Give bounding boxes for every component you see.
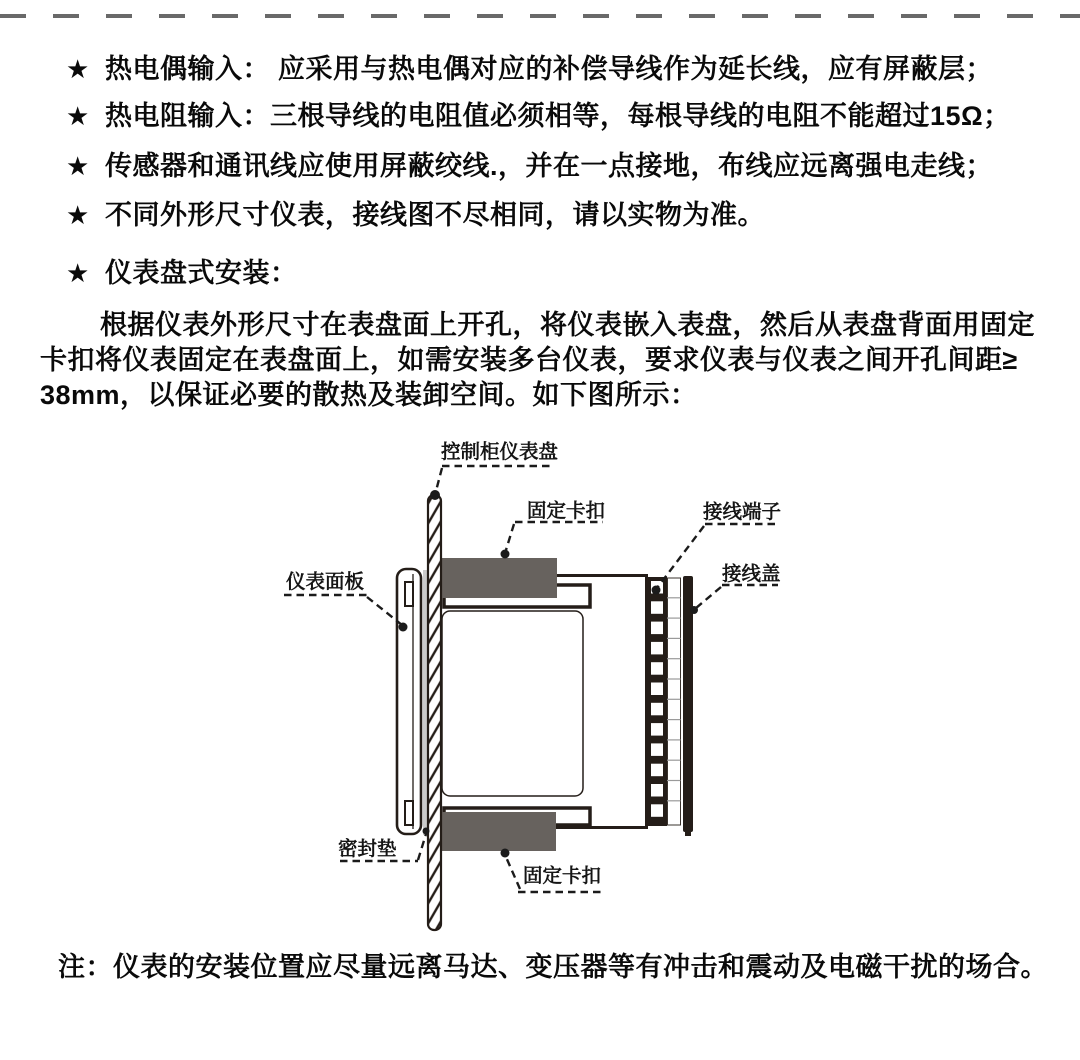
bullet-sensor-wiring xyxy=(66,150,993,183)
bullet-rtd-input xyxy=(66,100,1011,133)
label-cabinet-panel: 控制柜仪表盘 xyxy=(441,441,559,463)
paragraph-line: 38mm，以保证必要的散热及装卸空间。如下图所示： xyxy=(40,380,698,410)
bottom-note: 注：仪表的安装位置应尽量远离马达、变压器等有冲击和震动及电磁干扰的场合。 xyxy=(58,952,1048,982)
paragraph-line: 卡扣将仪表固定在表盘面上，如需安装多台仪表，要求仪表与仪表之间开孔间距≥ xyxy=(40,345,1018,375)
wiring-cover-bar xyxy=(683,576,693,832)
star-bullet-icon: ★ xyxy=(66,258,90,288)
star-bullet-icon: ★ xyxy=(66,200,90,230)
bezel-latch-top xyxy=(405,582,413,606)
label-fixing-clip-top: 固定卡扣 xyxy=(527,500,606,522)
bullet-thermocouple-input xyxy=(66,53,993,86)
fixing-clip-top-shape xyxy=(440,558,557,598)
bezel-latch-bottom xyxy=(405,801,413,825)
terminal-side-strip xyxy=(668,578,681,825)
bullet-text: 热电阻输入：三根导线的电阻值必须相等，每根导线的电阻不能超过15Ω； xyxy=(105,101,1011,131)
inner-case xyxy=(442,611,583,796)
label-front-panel: 仪表面板 xyxy=(286,571,365,593)
bullet-text: 不同外形尺寸仪表，接线图不尽相同，请以实物为准。 xyxy=(105,200,765,230)
star-bullet-icon: ★ xyxy=(66,54,90,84)
fixing-clip-bottom-shape xyxy=(438,812,556,851)
page-top-dashed-divider xyxy=(0,14,1080,18)
bullet-text: 传感器和通讯线应使用屏蔽绞线.，并在一点接地，布线应远离强电走线； xyxy=(105,151,993,181)
label-wiring-cover: 接线盖 xyxy=(722,563,781,585)
bullet-text: 仪表盘式安装： xyxy=(105,258,298,288)
label-fixing-clip-bottom: 固定卡扣 xyxy=(523,865,602,887)
bullet-wiring-diagram-notice xyxy=(66,199,765,232)
panel-mount-diagram xyxy=(280,430,800,945)
label-terminal-block: 接线端子 xyxy=(703,501,782,523)
install-paragraph xyxy=(40,308,1060,413)
star-bullet-icon: ★ xyxy=(66,151,90,181)
wiring-cover-nub xyxy=(685,831,691,836)
label-gasket: 密封垫 xyxy=(338,838,397,860)
bullet-text: 热电偶输入： 应采用与热电偶对应的补偿导线作为延长线，应有屏蔽层； xyxy=(105,54,993,84)
star-bullet-icon: ★ xyxy=(66,101,90,131)
cabinet-panel-bar xyxy=(428,495,441,930)
front-bezel xyxy=(397,569,421,834)
bullet-panel-mount-install xyxy=(66,257,298,290)
paragraph-line: 根据仪表外形尺寸在表盘面上开孔，将仪表嵌入表盘，然后从表盘背面用固定 xyxy=(100,310,1035,340)
